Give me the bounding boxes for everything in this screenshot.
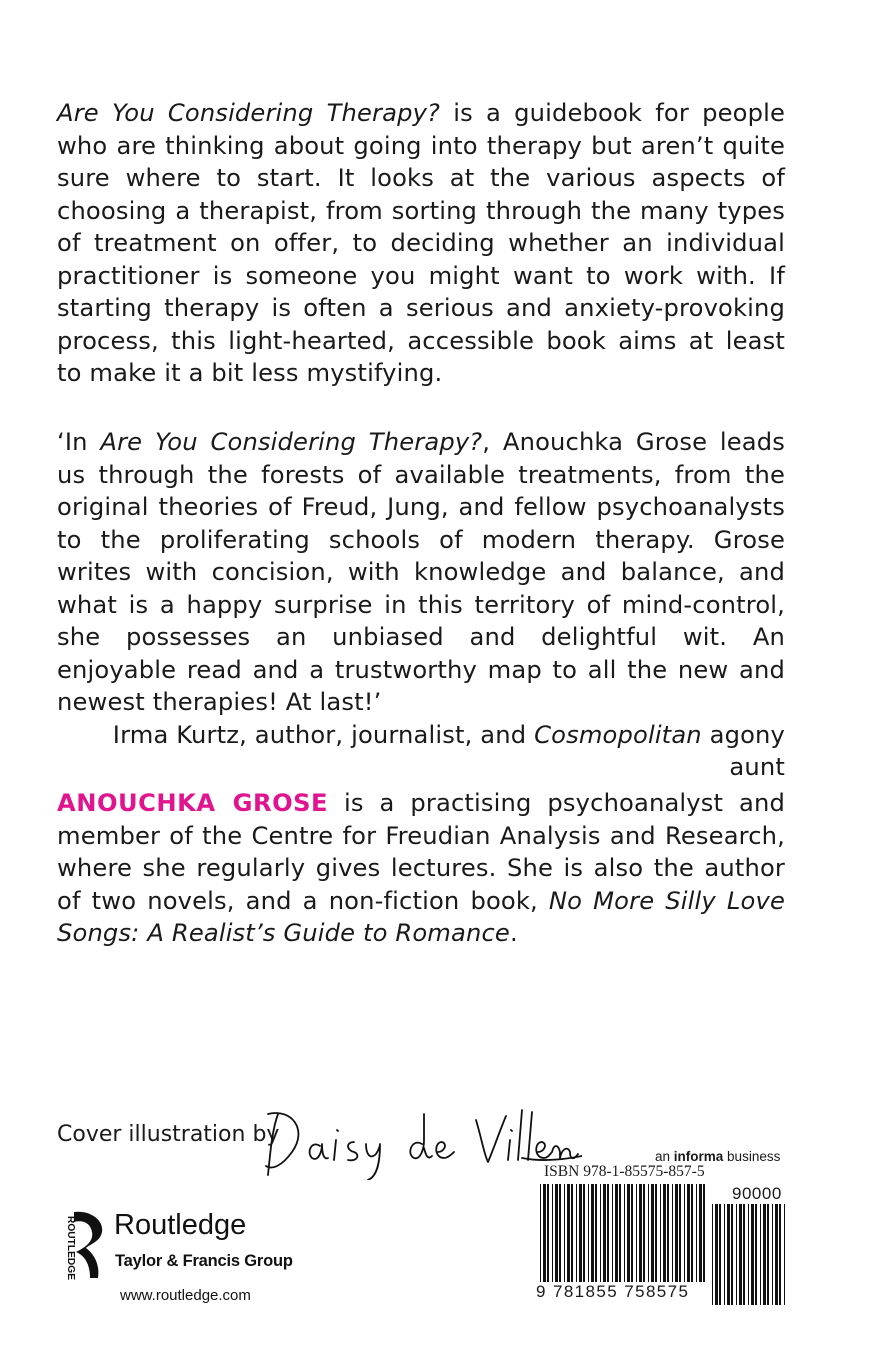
barcode-bar [736,1204,737,1305]
barcode-bar [595,1184,597,1285]
barcode-bar [624,1184,625,1295]
barcode-bar [555,1184,558,1285]
barcode-bar [763,1204,766,1305]
barcode-bar [639,1184,642,1285]
barcode-bar [684,1184,685,1285]
barcode-bar [636,1184,637,1285]
publisher-name: Routledge [114,1209,247,1241]
barcode-bar [691,1184,693,1285]
barcode-bar [603,1184,606,1285]
barcode-bar [743,1204,745,1305]
barcode-bar [583,1184,585,1285]
barcode-bar [739,1204,742,1305]
other-book-title: No More Silly Love Songs: A Realist’s Guide to Romance [57,886,785,947]
barcode-bar [547,1184,549,1285]
barcode-bar [648,1184,649,1285]
barcode-bar [719,1204,721,1305]
barcode-bar [772,1204,773,1305]
quote-attribution: Irma Kurtz, author, journalist, and Cosmopolitan agony aunt [112,720,785,781]
barcode-bar [591,1184,594,1285]
barcode-bar [552,1184,553,1285]
quote-book-title: Are You Considering Therapy? [100,428,483,456]
barcode-bar [767,1204,769,1305]
barcode-bar [571,1184,573,1285]
cover-illustration-credit: Cover illustration by [57,1122,280,1147]
book-description [57,97,785,390]
isbn-barcode [540,1184,708,1295]
book-title: Are You Considering Therapy? [57,99,441,127]
bio-text: is a practising psychoanalyst and member of the Centre for Freudian Analysis and Research, where she regularly gives lectures. She is also the author of two novels, and a non-fiction book, [57,789,785,915]
routledge-logo-icon [50,1208,106,1282]
review-quote [57,426,785,784]
barcode-bar [760,1204,761,1305]
barcode-bar [731,1204,733,1305]
barcode-bar [615,1184,618,1285]
quote-open: ‘In [57,428,101,456]
barcode-bar [600,1184,601,1285]
barcode-bar [607,1184,609,1285]
barcode-bar [660,1184,661,1285]
barcode-bar [567,1184,570,1285]
price-barcode [712,1204,787,1305]
informa-business-tag: an informa business [655,1149,781,1164]
barcode-bar [784,1204,785,1305]
isbn-label: ISBN 978-1-85575-857-5 [544,1163,705,1180]
barcode-bar [724,1204,725,1305]
publisher-url[interactable]: www.routledge.com [120,1287,251,1304]
barcode-bar [687,1184,690,1285]
publication-name: Cosmopolitan [534,720,702,749]
barcode-bar [775,1204,778,1305]
barcode-bar [579,1184,582,1285]
price-code: 90000 [732,1184,782,1203]
barcode-bar [576,1184,577,1285]
barcode-bar [564,1184,565,1285]
barcode-bar [779,1204,781,1305]
barcode-bar [751,1204,754,1305]
barcode-bar [543,1184,546,1295]
barcode-bar [619,1184,621,1285]
author-bio: ANOUCHKA GROSE is a practising psychoanalyst and member of the Centre for Freudian Analysis and Research, where she regularly gives lectures. She is also the author of two novels, and a non-fiction book, No More Silly Love Songs: A Realist’s Guide to Romance. [57,789,785,947]
barcode-bar [699,1184,702,1285]
quote-text: , Anouchka Grose leads us through the forests of available treatments, from the original theories of Freud, Jung, and fellow psychoanalysts to the proliferating schools of modern therapy. Grose writes with concision, with knowledge and balance, and what is a happy surprise in this territory of mind-control, she possesses an unbiased and delightful wit. An enjoyable read and a trustworthy map to all the new and newest therapies! At last!’ [57,428,786,716]
barcode-bar [679,1184,681,1285]
barcode-bar [631,1184,633,1285]
author-name: ANOUCHKA GROSE [57,789,329,817]
barcode-digits: 9 781855 758575 [533,1282,718,1302]
barcode-bar [703,1184,705,1295]
barcode-bar [643,1184,645,1285]
barcode-bar [627,1184,630,1285]
barcode-bar [727,1204,730,1305]
barcode-bar [696,1184,697,1285]
barcode-bar [675,1184,678,1285]
barcode-bar [651,1184,654,1285]
barcode-bar [588,1184,589,1285]
barcode-bar [655,1184,657,1285]
barcode-bar [672,1184,673,1285]
barcode-bar [667,1184,669,1285]
publisher-group: Taylor & Francis Group [115,1252,293,1270]
barcode-bar [715,1204,718,1305]
barcode-bar [748,1204,749,1305]
barcode-bar [712,1204,713,1305]
description-text: is a guidebook for people who are thinking about going into therapy but aren’t quite sure where to start. It looks at the various aspects of choosing a therapist, from sorting through the many types of treatment on offer, to deciding whether an individual practitioner is someone you might want to work with. If starting therapy is often a serious and anxiety-provoking process, this light-hearted, accessible book aims at least to make it a bit less mystifying. [57,99,786,387]
barcode-bar [612,1184,613,1285]
svg-text:ROUTLEDGE: ROUTLEDGE [65,1216,77,1282]
barcode-bar [559,1184,561,1285]
barcode-bar [755,1204,757,1305]
barcode-bar [540,1184,541,1295]
illustrator-signature [262,1100,582,1180]
barcode-bar [663,1184,666,1285]
